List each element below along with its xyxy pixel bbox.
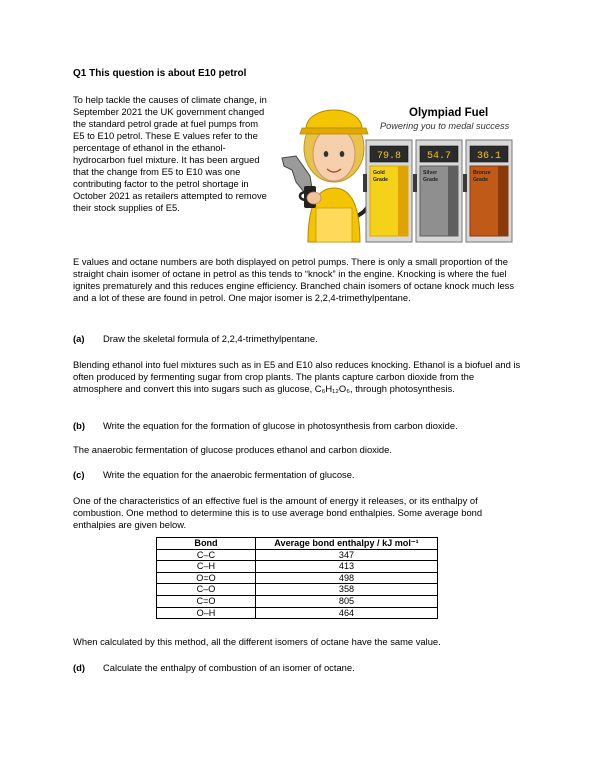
table-row xyxy=(157,595,438,607)
pump-grade-label: Gold xyxy=(373,170,385,176)
enthalpy-cell: 347 xyxy=(256,549,438,561)
octane-paragraph: E values and octane numbers are both displayed on petrol pumps. There is only a small proportion of the straight chain isomer of octane in petrol as this tends to “knock” in the engine. Knocking is where the fuel ignites prematurely and this reduces engine efficiency. Branched chain isomers of octane knock much less and a lot of these are found in petrol. One major isomer is 2,2,4-trimethylpentane. xyxy=(73,256,515,303)
brand-tagline: Powering you to medal success xyxy=(380,121,510,131)
fuel-station-illustration xyxy=(276,96,538,246)
pump-grade-label: Grade xyxy=(373,177,388,183)
question-c-text: Write the equation for the anaerobic fermentation of glucose. xyxy=(103,469,355,480)
table-row xyxy=(157,561,438,573)
question-c xyxy=(73,469,355,480)
enthalpy-cell: 498 xyxy=(256,572,438,584)
bond-enthalpy-table xyxy=(156,537,438,619)
bond-cell: O–H xyxy=(157,607,256,619)
question-d xyxy=(73,662,355,673)
ethanol-paragraph: Blending ethanol into fuel mixtures such as in E5 and E10 also reduces knocking. Ethanol is a biofuel and is often produced by fermenting sugar from crop plants. The plants capture carbon dioxide from the atmosphere and convert this into sugars such as glucose, C₆H₁₂O₆, through photosynthesis. xyxy=(73,359,521,394)
table-row xyxy=(157,584,438,596)
fuel-pump xyxy=(463,140,512,242)
anaerobic-paragraph: The anaerobic fermentation of glucose produces ethanol and carbon dioxide. xyxy=(73,444,392,455)
question-b xyxy=(73,420,458,431)
pump-display: 54.7 xyxy=(426,151,452,162)
enthalpy-cell: 358 xyxy=(256,584,438,596)
intro-paragraph: To help tackle the causes of climate change, in September 2021 the UK government changed the standard petrol grade at fuel pumps from E5 to E10 petrol. These E values refer to the percentage of ethanol in the ethanol-hydrocarbon fuel mixture. It has been argued that the change from E5 to E10 was one contributing factor to the petrol shortage in October 2021 as retailers attempted to remove their stock supplies of E5. xyxy=(73,94,267,214)
pump-display: 79.8 xyxy=(376,151,402,162)
table-row xyxy=(157,607,438,619)
question-a xyxy=(73,333,318,344)
table-row xyxy=(157,572,438,584)
enthalpy-cell: 464 xyxy=(256,607,438,619)
pump-grade-label: Silver xyxy=(423,170,438,176)
pump-grade-label: Grade xyxy=(473,177,488,183)
enthalpy-paragraph: One of the characteristics of an effective fuel is the amount of energy it releases, or its enthalpy of combustion. One method to determine this is to use average bond enthalpies. Some average bond enthalpies are given below. xyxy=(73,495,483,530)
pump-display: 36.1 xyxy=(476,151,502,162)
attendant-face xyxy=(313,127,355,181)
pump-grade-label: Bronze xyxy=(473,170,491,176)
table-header-row xyxy=(157,538,438,550)
enthalpy-cell: 805 xyxy=(256,595,438,607)
isomers-paragraph: When calculated by this method, all the different isomers of octane have the same value. xyxy=(73,636,441,647)
bond-cell: C–C xyxy=(157,549,256,561)
column-header-enthalpy: Average bond enthalpy / kJ mol⁻¹ xyxy=(256,538,438,550)
attendant-cap xyxy=(306,110,362,128)
question-heading: Q1 This question is about E10 petrol xyxy=(73,68,247,79)
bond-cell: C–H xyxy=(157,561,256,573)
question-a-label: (a) xyxy=(73,333,85,344)
question-d-text: Calculate the enthalpy of combustion of an isomer of octane. xyxy=(103,662,355,673)
question-d-label: (d) xyxy=(73,662,85,673)
table-row xyxy=(157,549,438,561)
bond-cell: O=O xyxy=(157,572,256,584)
question-a-text: Draw the skeletal formula of 2,2,4-trimethylpentane. xyxy=(103,333,318,344)
fuel-pumps xyxy=(363,140,512,242)
question-b-text: Write the equation for the formation of glucose in photosynthesis from carbon dioxide. xyxy=(103,420,458,431)
fuel-pump xyxy=(413,140,462,242)
column-header-bond: Bond xyxy=(157,538,256,550)
brand-title: Olympiad Fuel xyxy=(409,107,489,119)
question-b-label: (b) xyxy=(73,420,85,431)
pump-grade-label: Grade xyxy=(423,177,438,183)
enthalpy-cell: 413 xyxy=(256,561,438,573)
fuel-pump xyxy=(363,140,412,242)
bond-cell: C–O xyxy=(157,584,256,596)
question-c-label: (c) xyxy=(73,469,85,480)
bond-cell: C=O xyxy=(157,595,256,607)
